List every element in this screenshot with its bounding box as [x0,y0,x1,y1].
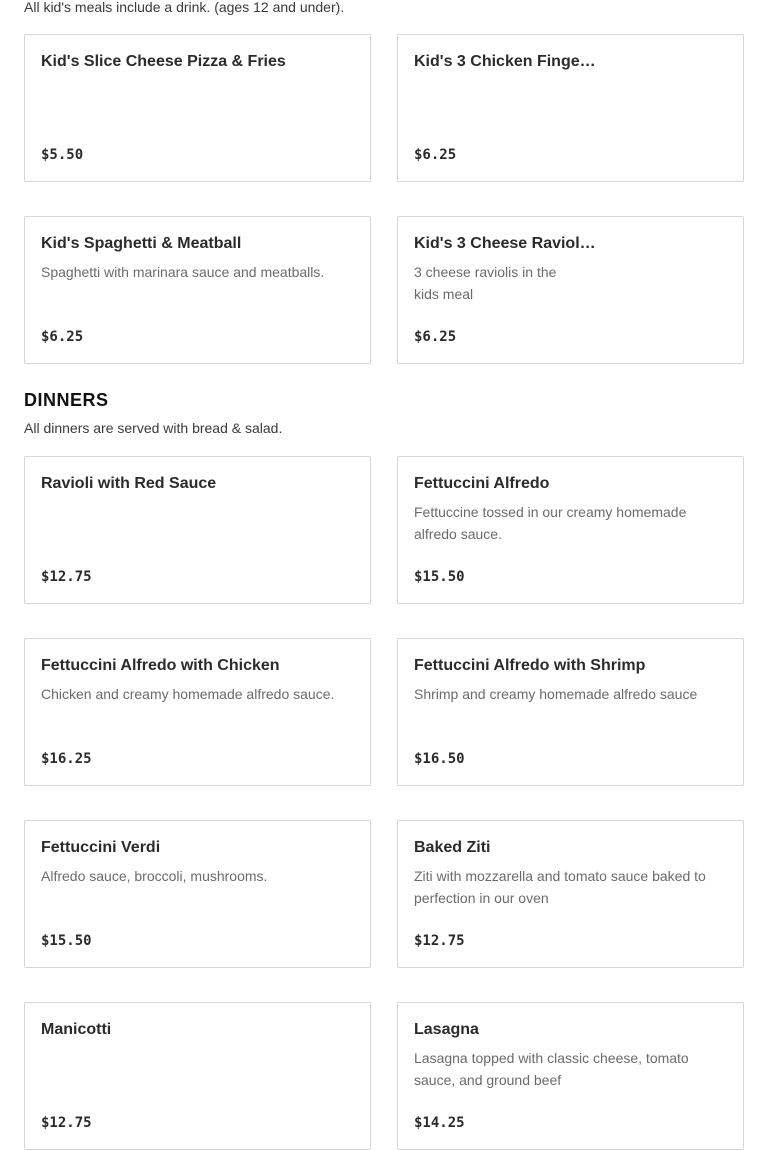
menu-item-name: Fettuccini Verdi [41,839,161,856]
menu-item-description: Alfredo sauce, broccoli, mushrooms. [41,868,268,884]
section-note-dinners: All dinners are served with bread & salad. [24,420,283,436]
menu-item-price: $16.25 [41,751,92,767]
menu-item-price: $6.25 [414,147,457,163]
menu-item-card[interactable] [397,820,744,968]
menu-item-price: $12.75 [41,1115,92,1131]
menu-item-card[interactable] [397,456,744,604]
menu-item-card[interactable] [397,638,744,786]
menu-item-card[interactable] [24,638,371,786]
menu-item-description: Chicken and creamy homemade alfredo sauce. [41,686,335,702]
menu-item-card[interactable] [24,1002,371,1150]
menu-item-price: $6.25 [414,329,457,345]
menu-item-name: Lasagna [414,1021,479,1038]
menu-item-card[interactable] [24,216,371,364]
menu-item-price: $16.50 [414,751,465,767]
kids-section-note: All kid's meals include a drink. (ages 12 and under). [24,0,345,15]
menu-item-card[interactable] [24,456,371,604]
menu-item-name: Kid's Spaghetti & Meatball [41,235,242,252]
menu-item-price: $6.25 [41,329,84,345]
menu-item-price: $5.50 [41,147,84,163]
menu-item-name: Kid's 3 Chicken Finge… [414,53,596,70]
menu-item-description: 3 cheese raviolis in the kids meal [414,264,557,302]
menu-item-card[interactable] [397,216,744,364]
menu-item-card[interactable] [397,34,744,182]
menu-item-price: $12.75 [41,569,92,585]
menu-item-card[interactable] [24,820,371,968]
menu-item-name: Kid's 3 Cheese Raviol… [414,235,596,252]
menu-item-name: Fettuccini Alfredo with Chicken [41,657,280,674]
menu-item-name: Fettuccini Alfredo [414,475,550,492]
menu-item-name: Fettuccini Alfredo with Shrimp [414,657,646,674]
menu-item-description: Spaghetti with marinara sauce and meatballs. [41,264,325,280]
menu-item-description: Ziti with mozzarella and tomato sauce baked to perfection in our oven [414,868,706,906]
menu-item-name: Kid's Slice Cheese Pizza & Fries [41,53,286,70]
menu-item-description: Fettuccine tossed in our creamy homemade alfredo sauce. [414,504,687,542]
menu-item-price: $15.50 [414,569,465,585]
menu-item-name: Ravioli with Red Sauce [41,475,217,492]
menu-item-price: $15.50 [41,933,92,949]
menu-item-description: Lasagna topped with classic cheese, tomato sauce, and ground beef [414,1050,689,1088]
menu-item-description: Shrimp and creamy homemade alfredo sauce [414,686,698,702]
menu-item-card[interactable] [397,1002,744,1150]
menu-item-card[interactable] [24,34,371,182]
menu-item-name: Baked Ziti [414,839,491,856]
menu-item-price: $12.75 [414,933,465,949]
menu-item-price: $14.25 [414,1115,465,1131]
section-title-dinners: DINNERS [24,390,109,410]
menu-item-name: Manicotti [41,1021,112,1038]
